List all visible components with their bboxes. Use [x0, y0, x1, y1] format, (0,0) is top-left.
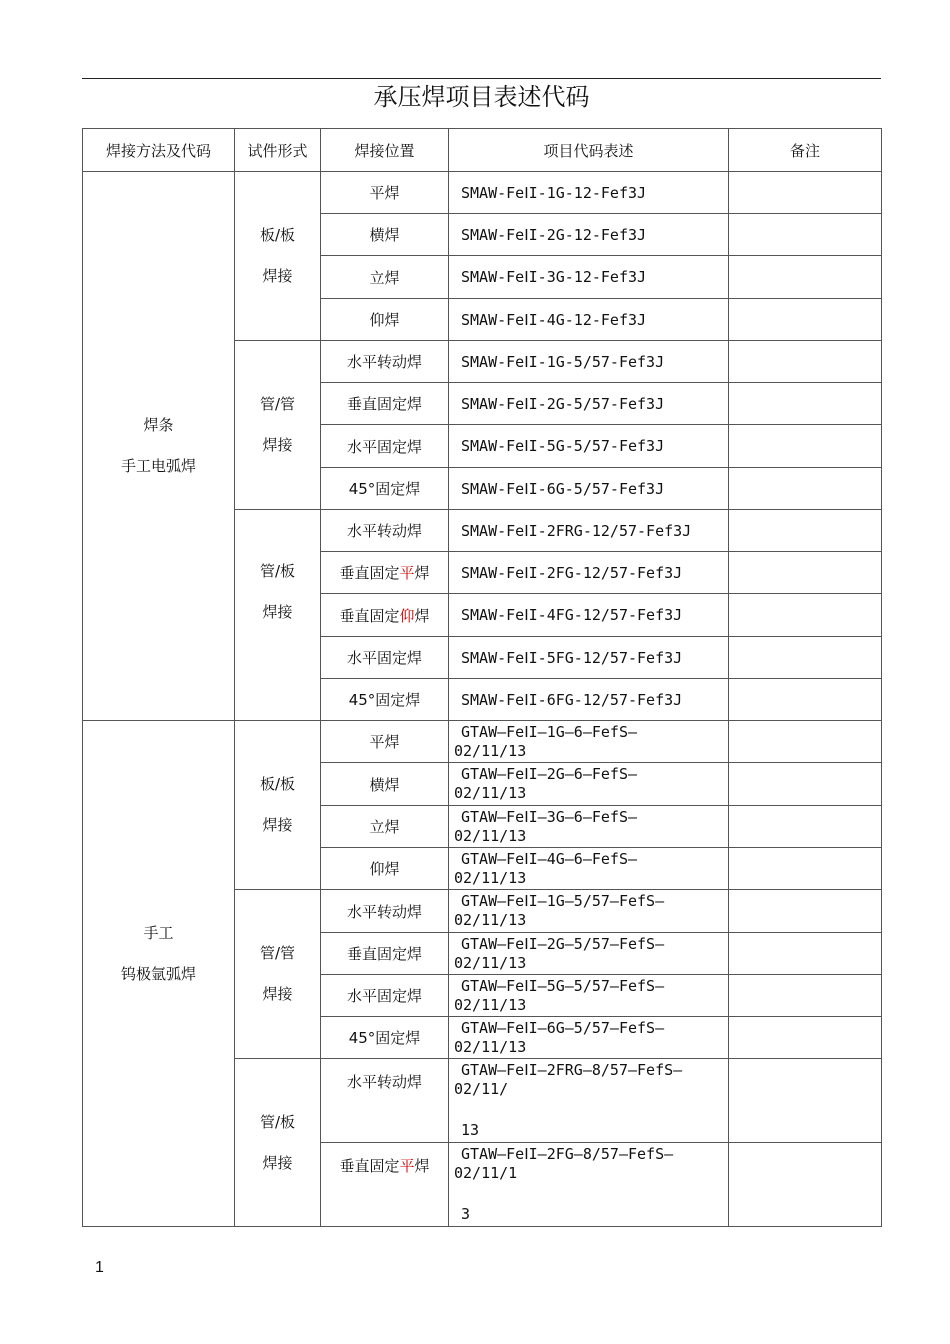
specimen-label-line1: 管/管 — [259, 944, 296, 962]
note-cell — [729, 594, 882, 637]
code-line: 02/11/13 — [454, 742, 527, 760]
page-number: 1 — [95, 1259, 104, 1276]
code-line: GTAW—FeⅠI—5G—5/57—FefS— — [461, 977, 665, 995]
code-cell — [449, 763, 729, 806]
note-cell — [729, 848, 882, 890]
note-cell — [729, 806, 882, 848]
code-cell: SMAW-FeⅠI-3G-12-Fef3J — [449, 256, 729, 299]
specimen-pipe-plate — [235, 1059, 321, 1227]
specimen-label-line2: 焊接 — [262, 1153, 293, 1172]
code-cell: SMAW-FeⅠI-6G-5/57-Fef3J — [449, 468, 729, 510]
code-line: 02/11/13 — [454, 827, 527, 845]
specimen-label-line2: 焊接 — [262, 985, 293, 1003]
note-cell — [729, 425, 882, 468]
position-cell: 垂直固定焊 — [321, 933, 449, 975]
code-cell — [449, 1059, 729, 1143]
method-smaw-line1: 焊条 — [143, 416, 174, 434]
specimen-label-line2: 焊接 — [262, 267, 293, 285]
code-cell: SMAW-FeⅠI-2FG-12/57-Fef3J — [449, 552, 729, 594]
weld-code-table — [82, 128, 882, 1227]
position-cell: 平焊 — [321, 721, 449, 763]
code-cell: SMAW-FeⅠI-2G-5/57-Fef3J — [449, 383, 729, 425]
note-cell — [729, 1017, 882, 1059]
header-specimen: 试件形式 — [235, 129, 321, 172]
code-line: 02/11/13 — [454, 954, 527, 972]
code-line: GTAW—FeⅠI—1G—6—FefS— — [461, 723, 638, 741]
header-position: 焊接位置 — [321, 129, 449, 172]
code-line: GTAW—FeⅠI—2G—5/57—FefS— — [461, 935, 665, 953]
code-cell — [449, 1017, 729, 1059]
position-cell — [321, 1143, 449, 1227]
position-cell: 45°固定焊 — [321, 468, 449, 510]
code-cell — [449, 933, 729, 975]
code-cell — [449, 1143, 729, 1227]
specimen-label-line1: 管/板 — [259, 1112, 296, 1131]
header-method: 焊接方法及代码 — [83, 129, 235, 172]
note-cell — [729, 637, 882, 679]
method-gtaw-line1: 手工 — [143, 923, 174, 942]
code-cell — [449, 890, 729, 933]
note-cell — [729, 721, 882, 763]
note-cell — [729, 1143, 882, 1227]
code-cell: SMAW-FeⅠI-1G-5/57-Fef3J — [449, 341, 729, 383]
position-cell: 水平转动焊 — [321, 1059, 449, 1143]
note-cell — [729, 763, 882, 806]
position-cell: 立焊 — [321, 256, 449, 299]
table-header-row — [83, 129, 882, 172]
code-cell: SMAW-FeⅠI-1G-12-Fef3J — [449, 172, 729, 214]
code-line: GTAW—FeⅠI—3G—6—FefS— — [461, 808, 638, 826]
position-cell — [321, 552, 449, 594]
specimen-plate-plate — [235, 721, 321, 890]
code-line: GTAW—FeⅠI—2FG—8/57—FefS— — [461, 1145, 674, 1163]
code-line: GTAW—FeⅠI—4G—6—FefS— — [461, 850, 638, 868]
code-line: 02/11/13 — [454, 911, 527, 929]
code-line: GTAW—FeⅠI—2G—6—FefS— — [461, 765, 638, 783]
note-cell — [729, 1059, 882, 1143]
note-cell — [729, 975, 882, 1017]
note-cell — [729, 341, 882, 383]
note-cell — [729, 510, 882, 552]
specimen-label-line2: 焊接 — [262, 603, 293, 621]
note-cell — [729, 933, 882, 975]
code-cell: SMAW-FeⅠI-2FRG-12/57-Fef3J — [449, 510, 729, 552]
position-cell: 水平固定焊 — [321, 975, 449, 1017]
header-rule — [82, 78, 881, 79]
position-cell: 横焊 — [321, 214, 449, 256]
note-cell — [729, 679, 882, 721]
position-text: 焊 — [414, 564, 430, 582]
position-highlight: 仰 — [399, 606, 415, 625]
code-cell: SMAW-FeⅠI-4G-12-Fef3J — [449, 299, 729, 341]
table-row — [83, 172, 882, 214]
code-line: 02/11/13 — [454, 996, 527, 1014]
specimen-label-line1: 管/板 — [259, 562, 296, 580]
note-cell — [729, 383, 882, 425]
method-gtaw — [83, 721, 235, 1227]
position-cell: 水平转动焊 — [321, 341, 449, 383]
position-text: 焊 — [414, 1157, 430, 1175]
code-cell: SMAW-FeⅠI-4FG-12/57-Fef3J — [449, 594, 729, 637]
specimen-label-line2: 焊接 — [262, 436, 293, 454]
code-cell: SMAW-FeⅠI-6FG-12/57-Fef3J — [449, 679, 729, 721]
code-line: 02/11/1 — [454, 1164, 518, 1182]
code-line: 02/11/13 — [454, 1038, 527, 1056]
position-cell: 45°固定焊 — [321, 1017, 449, 1059]
position-cell: 横焊 — [321, 763, 449, 806]
position-cell: 水平转动焊 — [321, 890, 449, 933]
code-cell: SMAW-FeⅠI-5FG-12/57-Fef3J — [449, 637, 729, 679]
header-note: 备注 — [729, 129, 882, 172]
position-cell: 45°固定焊 — [321, 679, 449, 721]
specimen-plate-plate — [235, 172, 321, 341]
position-cell: 仰焊 — [321, 848, 449, 890]
position-cell: 水平固定焊 — [321, 425, 449, 468]
position-cell: 水平固定焊 — [321, 637, 449, 679]
table-row — [83, 721, 882, 763]
code-line: GTAW—FeⅠI—1G—5/57—FefS— — [461, 892, 665, 910]
position-highlight: 平 — [399, 564, 415, 582]
code-cell — [449, 721, 729, 763]
page-title: 承压焊项目表述代码 — [373, 83, 590, 111]
position-cell: 平焊 — [321, 172, 449, 214]
code-line: 02/11/13 — [454, 869, 527, 887]
code-line: 3 — [461, 1205, 471, 1223]
specimen-label-line1: 板/板 — [259, 775, 296, 793]
code-cell — [449, 806, 729, 848]
position-cell — [321, 594, 449, 637]
note-cell — [729, 256, 882, 299]
specimen-pipe-pipe — [235, 341, 321, 510]
position-text: 垂直固定 — [339, 606, 400, 625]
position-text: 垂直固定 — [339, 564, 400, 582]
specimen-pipe-plate — [235, 510, 321, 721]
note-cell — [729, 172, 882, 214]
note-cell — [729, 214, 882, 256]
code-cell: SMAW-FeⅠI-5G-5/57-Fef3J — [449, 425, 729, 468]
specimen-label-line1: 板/板 — [259, 226, 296, 244]
specimen-label-line1: 管/管 — [259, 395, 296, 413]
position-highlight: 平 — [399, 1157, 415, 1175]
code-line: 13 — [461, 1121, 480, 1139]
code-line: 02/11/ — [454, 1080, 509, 1098]
specimen-label-line2: 焊接 — [262, 816, 293, 834]
method-smaw — [83, 172, 235, 721]
position-cell: 立焊 — [321, 806, 449, 848]
note-cell — [729, 552, 882, 594]
method-gtaw-line2: 钨极氩弧焊 — [120, 964, 196, 983]
position-text: 焊 — [414, 606, 430, 625]
code-line: 02/11/13 — [454, 784, 527, 802]
specimen-pipe-pipe — [235, 890, 321, 1059]
code-cell — [449, 975, 729, 1017]
note-cell — [729, 299, 882, 341]
note-cell — [729, 890, 882, 933]
code-cell: SMAW-FeⅠI-2G-12-Fef3J — [449, 214, 729, 256]
code-line: GTAW—FeⅠI—6G—5/57—FefS— — [461, 1019, 665, 1037]
code-line: GTAW—FeⅠI—2FRG—8/57—FefS— — [461, 1061, 683, 1079]
position-cell: 水平转动焊 — [321, 510, 449, 552]
code-cell — [449, 848, 729, 890]
header-code: 项目代码表述 — [449, 129, 729, 172]
method-smaw-line2: 手工电弧焊 — [120, 457, 196, 475]
position-text: 垂直固定 — [339, 1157, 400, 1175]
note-cell — [729, 468, 882, 510]
position-cell: 仰焊 — [321, 299, 449, 341]
position-cell: 垂直固定焊 — [321, 383, 449, 425]
